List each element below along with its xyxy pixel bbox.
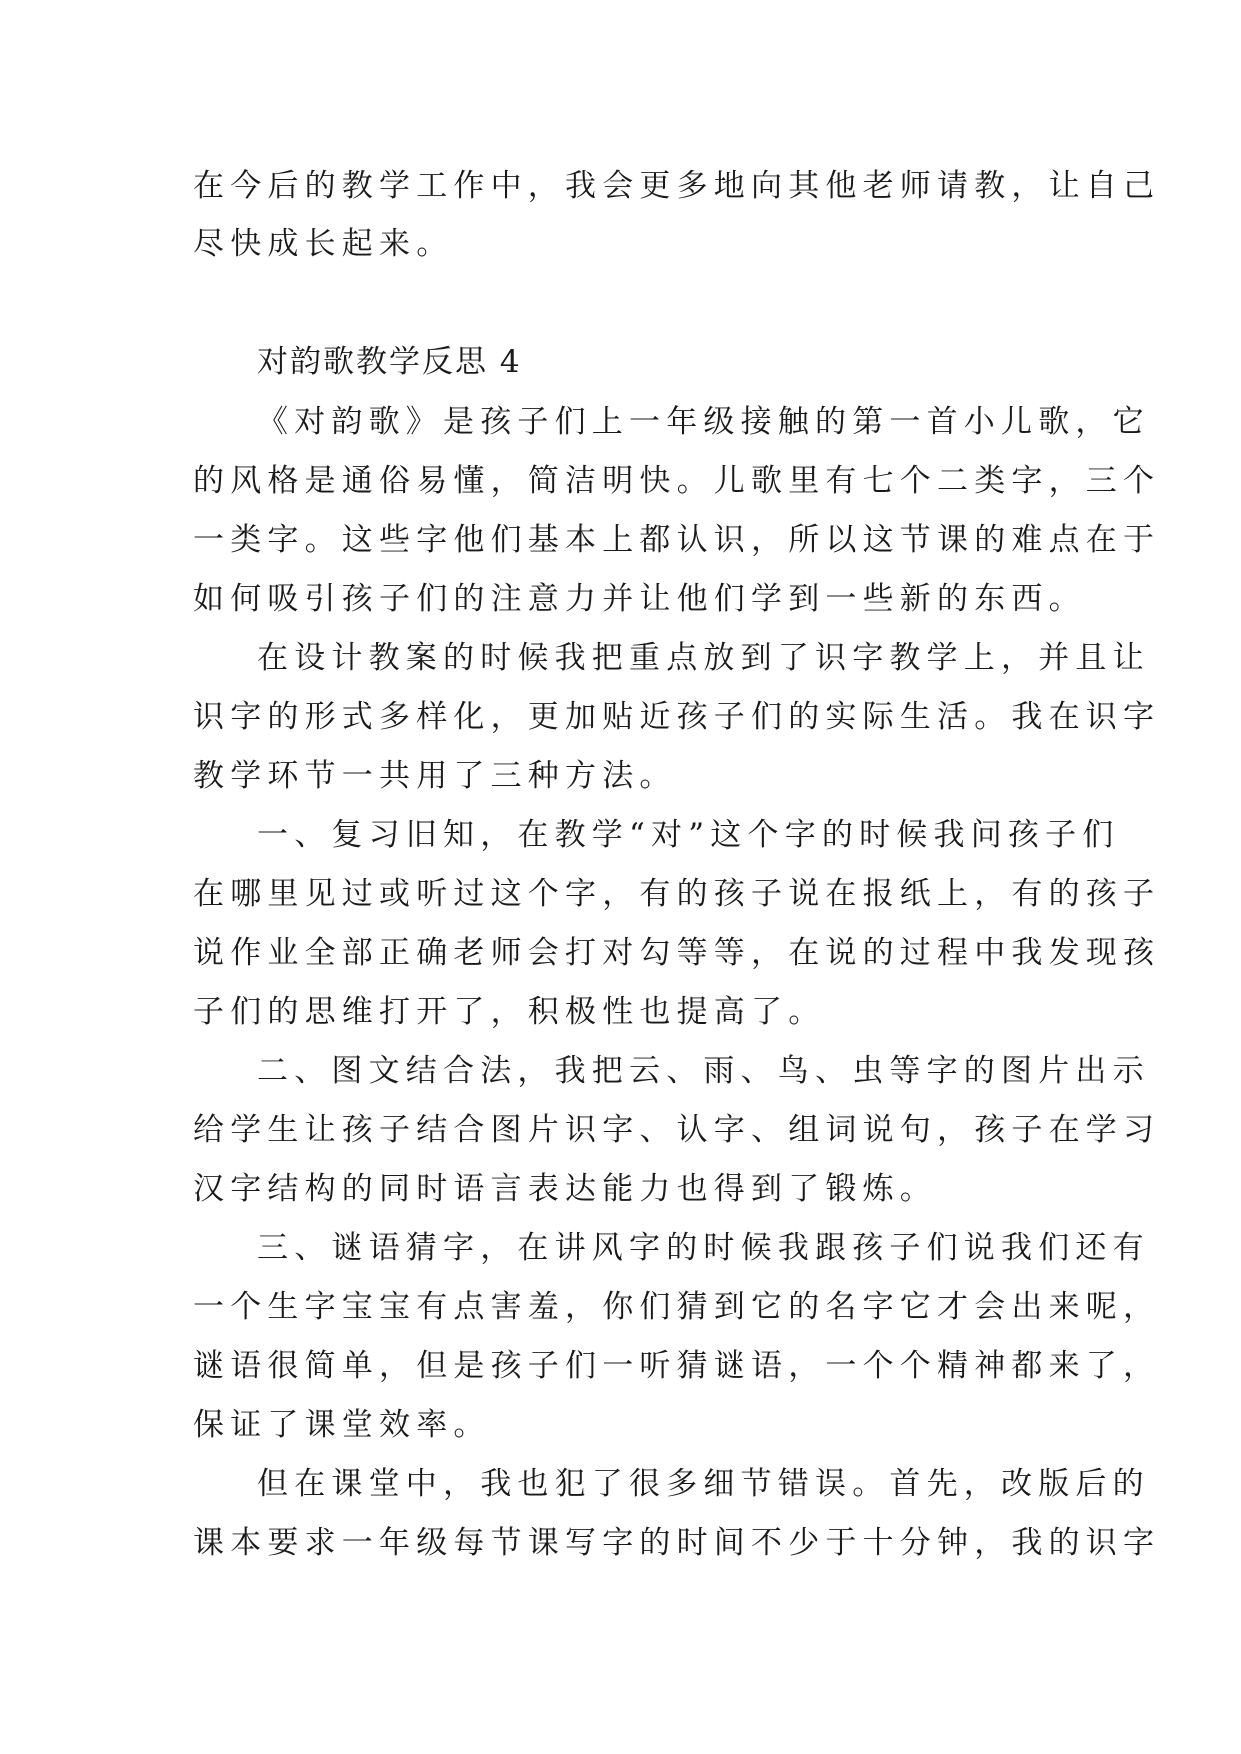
text-line: 如何吸引孩子们的注意力并让他们学到一些新的东西。 [193,581,1086,617]
paragraph-first-line: 二、图文结合法，我把云、雨、鸟、虫等字的图片出示 [257,1053,1150,1089]
text-line: 子们的思维打开了，积极性也提高了。 [193,994,826,1030]
paragraph-first-line: 三、谜语猜字，在讲风字的时候我跟孩子们说我们还有 [257,1230,1150,1266]
text-line: 保证了课堂效率。 [193,1407,491,1443]
text-line: 识字的形式多样化，更加贴近孩子们的实际生活。我在识字 [193,699,1161,735]
paragraph-first-line: 《对韵歌》是孩子们上一年级接触的第一首小儿歌，它 [257,404,1150,440]
text-line: 一类字。这些字他们基本上都认识，所以这节课的难点在于 [193,522,1161,558]
text-line: 的风格是通俗易懂，简洁明快。儿歌里有七个二类字，三个 [193,463,1161,499]
text-line: 在今后的教学工作中，我会更多地向其他老师请教，让自己 [193,168,1161,204]
text-line: 在哪里见过或听过这个字，有的孩子说在报纸上，有的孩子 [193,876,1161,912]
text-line: 尽快成长起来。 [193,226,454,262]
text-line: 谜语很简单，但是孩子们一听猜谜语，一个个精神都来了， [193,1348,1161,1384]
paragraph-first-line: 在设计教案的时候我把重点放到了识字教学上，并且让 [257,640,1150,676]
section-heading: 对韵歌教学反思 4 [257,344,522,380]
paragraph-first-line: 但在课堂中，我也犯了很多细节错误。首先，改版后的 [257,1466,1150,1502]
text-line: 给学生让孩子结合图片识字、认字、组词说句，孩子在学习 [193,1112,1161,1148]
text-line: 课本要求一年级每节课写字的时间不少于十分钟，我的识字 [193,1525,1161,1561]
text-line: 汉字结构的同时语言表达能力也得到了锻炼。 [193,1171,937,1207]
text-line: 教学环节一共用了三种方法。 [193,758,677,794]
text-line: 说作业全部正确老师会打对勾等等，在说的过程中我发现孩 [193,935,1161,971]
paragraph-first-line: 一、复习旧知，在教学“对”这个字的时候我问孩子们 [257,817,1120,853]
text-line: 一个生字宝宝有点害羞，你们猜到它的名字它才会出来呢， [193,1289,1161,1325]
